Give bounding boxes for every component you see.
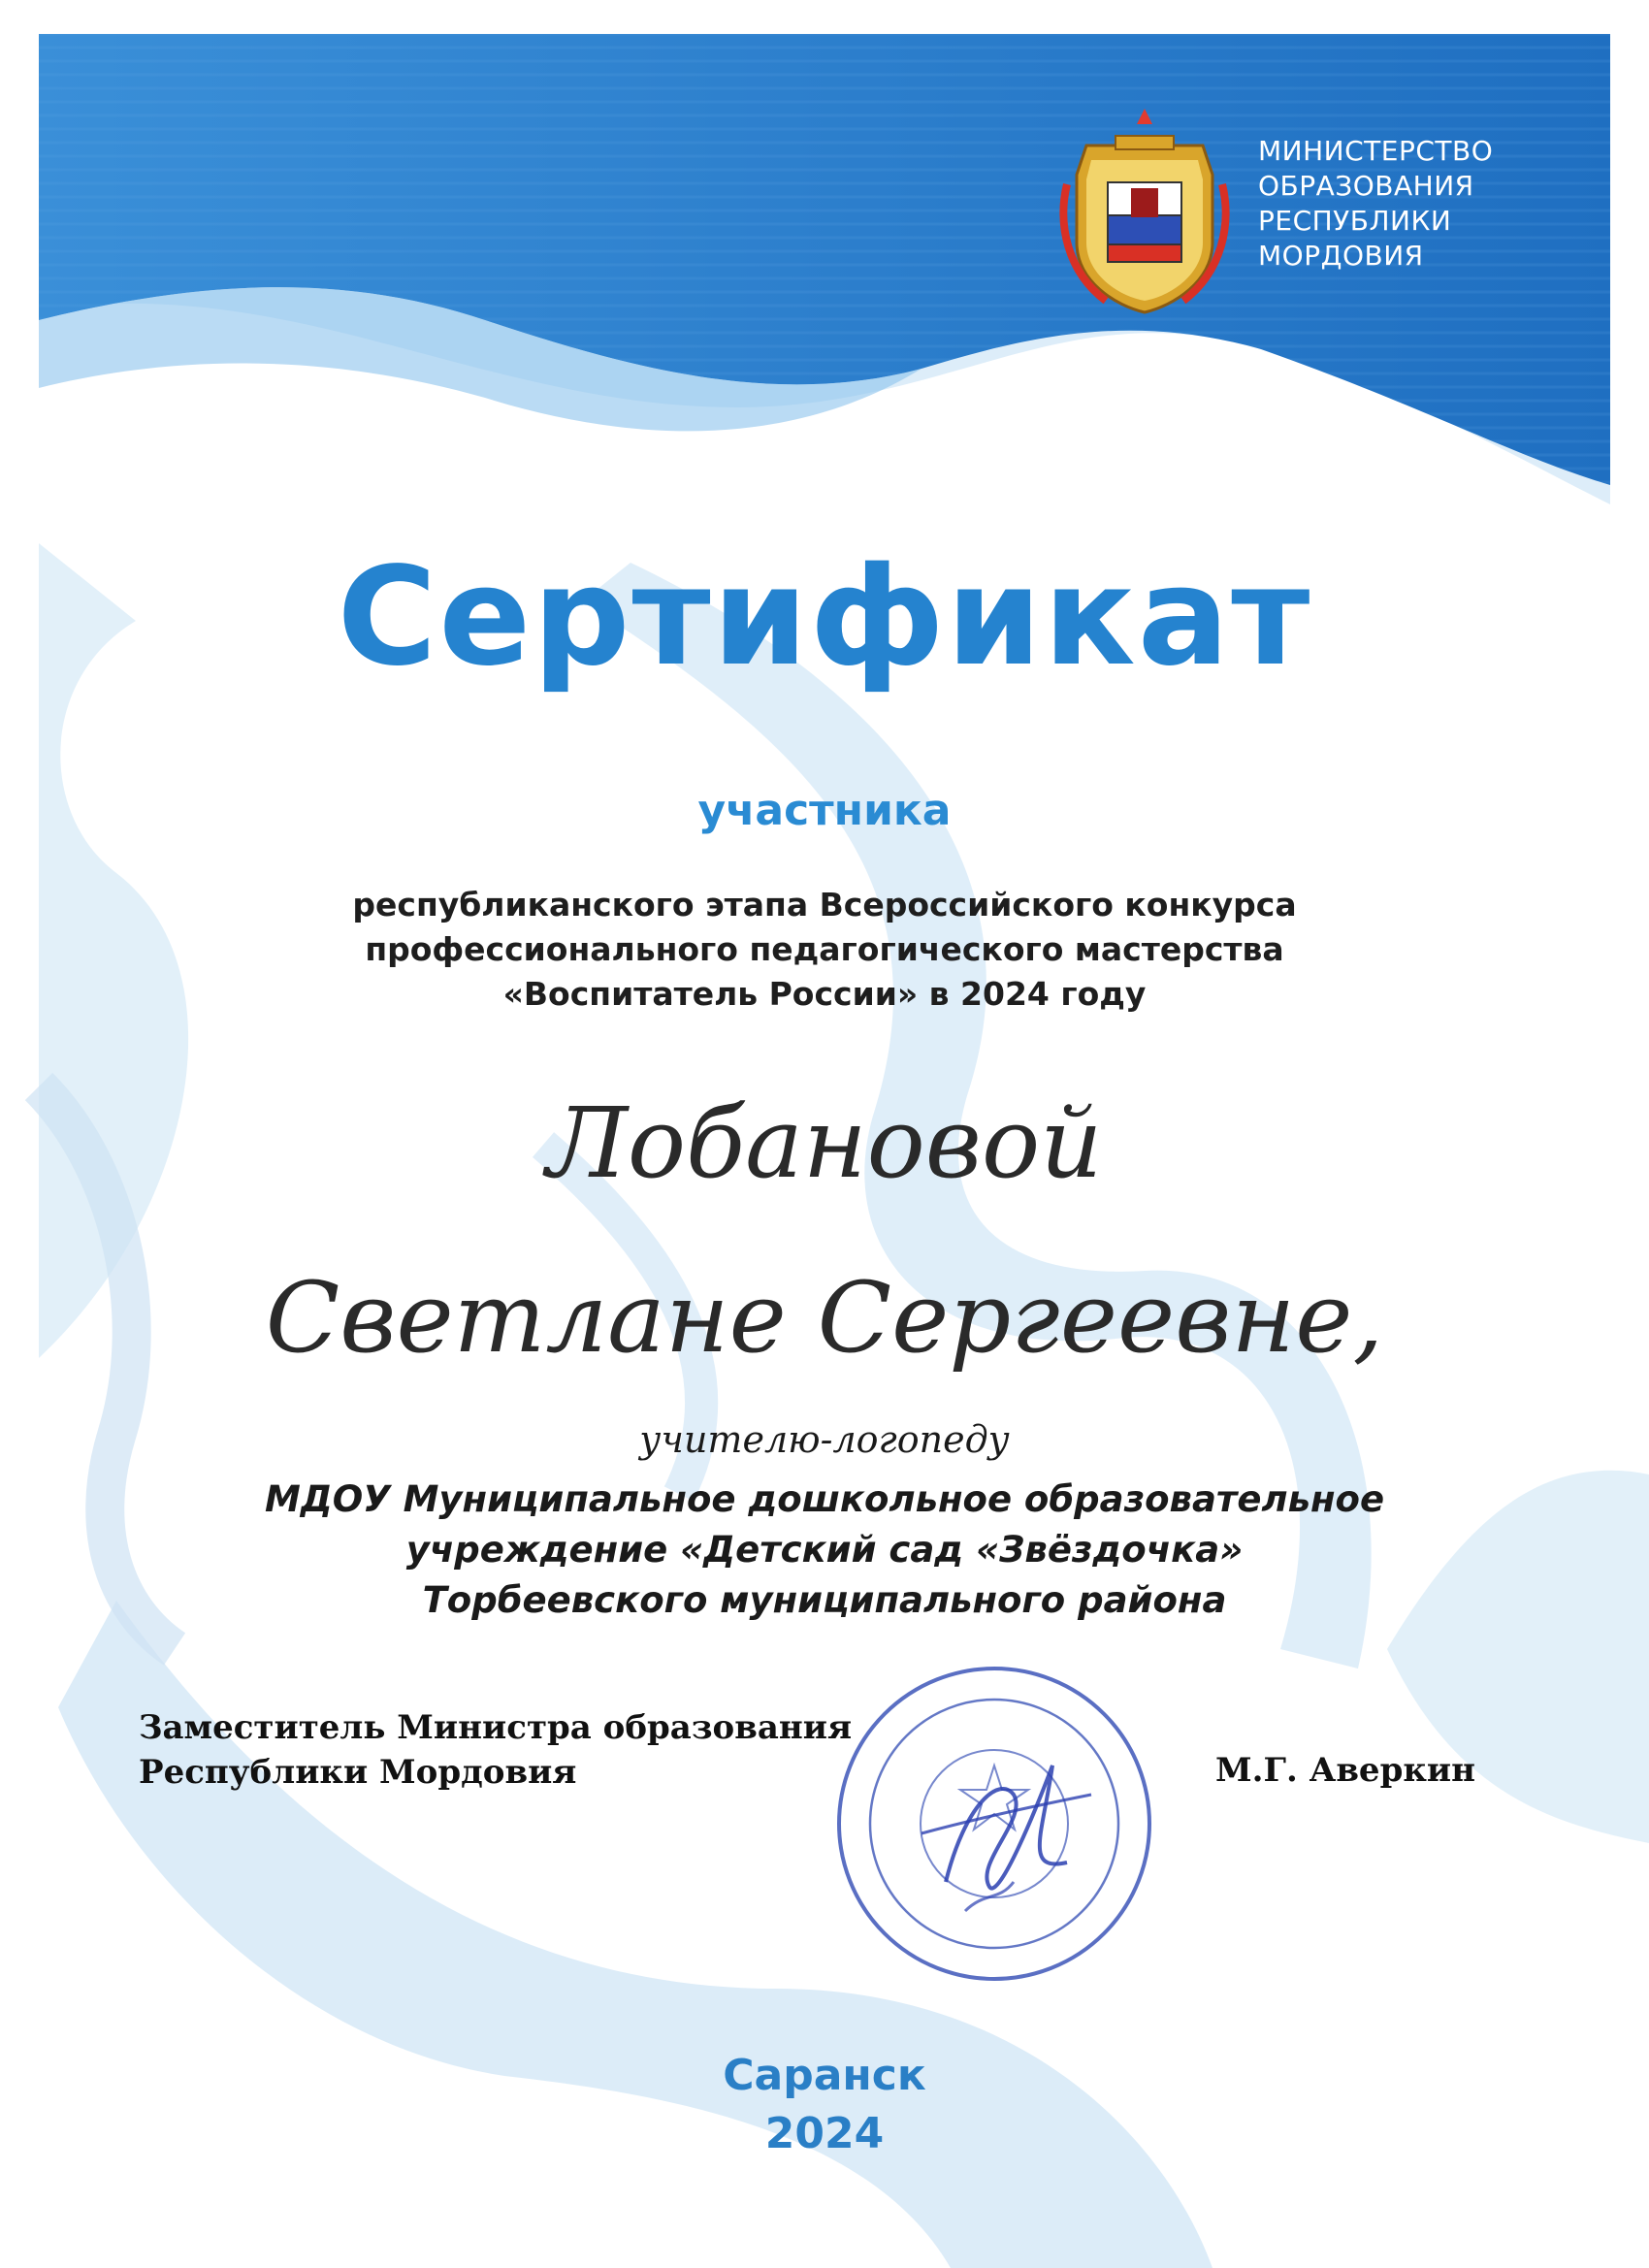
official-stamp-icon	[829, 1659, 1159, 1989]
ministry-line-3: РЕСПУБЛИКИ	[1258, 205, 1452, 237]
recipient-given-names: Светлане Сергеевне,	[265, 1261, 1384, 1375]
certificate-title: Сертификат	[337, 538, 1312, 697]
signatory-title-line-2: Республики Мордовия	[139, 1753, 577, 1792]
mordovia-emblem-icon	[1048, 107, 1242, 320]
signatory-title	[139, 1705, 852, 1795]
event-line-2: профессионального педагогического мастерства	[365, 930, 1284, 968]
event-description	[0, 883, 1649, 1017]
organization-line-1: МДОУ Муниципальное дошкольное образовательное	[264, 1478, 1385, 1520]
event-line-1: республиканского этапа Всероссийского конкурса	[352, 886, 1297, 923]
recipient-surname: Лобановой	[546, 1086, 1103, 1200]
organization-line-3: Торбеевского муниципального района	[422, 1579, 1227, 1621]
signatory-title-line-1: Заместитель Министра образования	[139, 1708, 853, 1747]
organization-line-2: учреждение «Детский сад «Звёздочка»	[405, 1529, 1244, 1571]
ministry-line-1: МИНИСТЕРСТВО	[1258, 135, 1494, 167]
ministry-name	[1258, 134, 1493, 274]
ministry-line-2: ОБРАЗОВАНИЯ	[1258, 170, 1474, 202]
recipient-organization	[0, 1474, 1649, 1626]
footer-city: Саранск	[723, 2051, 926, 2100]
certificate-subtitle: участника	[697, 786, 952, 835]
signatory-name: М.Г. Аверкин	[1215, 1751, 1475, 1790]
footer-place-date	[0, 2047, 1649, 2163]
event-line-3: «Воспитатель России» в 2024 году	[502, 975, 1147, 1013]
recipient-position: учителю-логопеду	[639, 1418, 1010, 1461]
ministry-line-4: МОРДОВИЯ	[1258, 240, 1424, 272]
footer-year: 2024	[764, 2109, 885, 2158]
